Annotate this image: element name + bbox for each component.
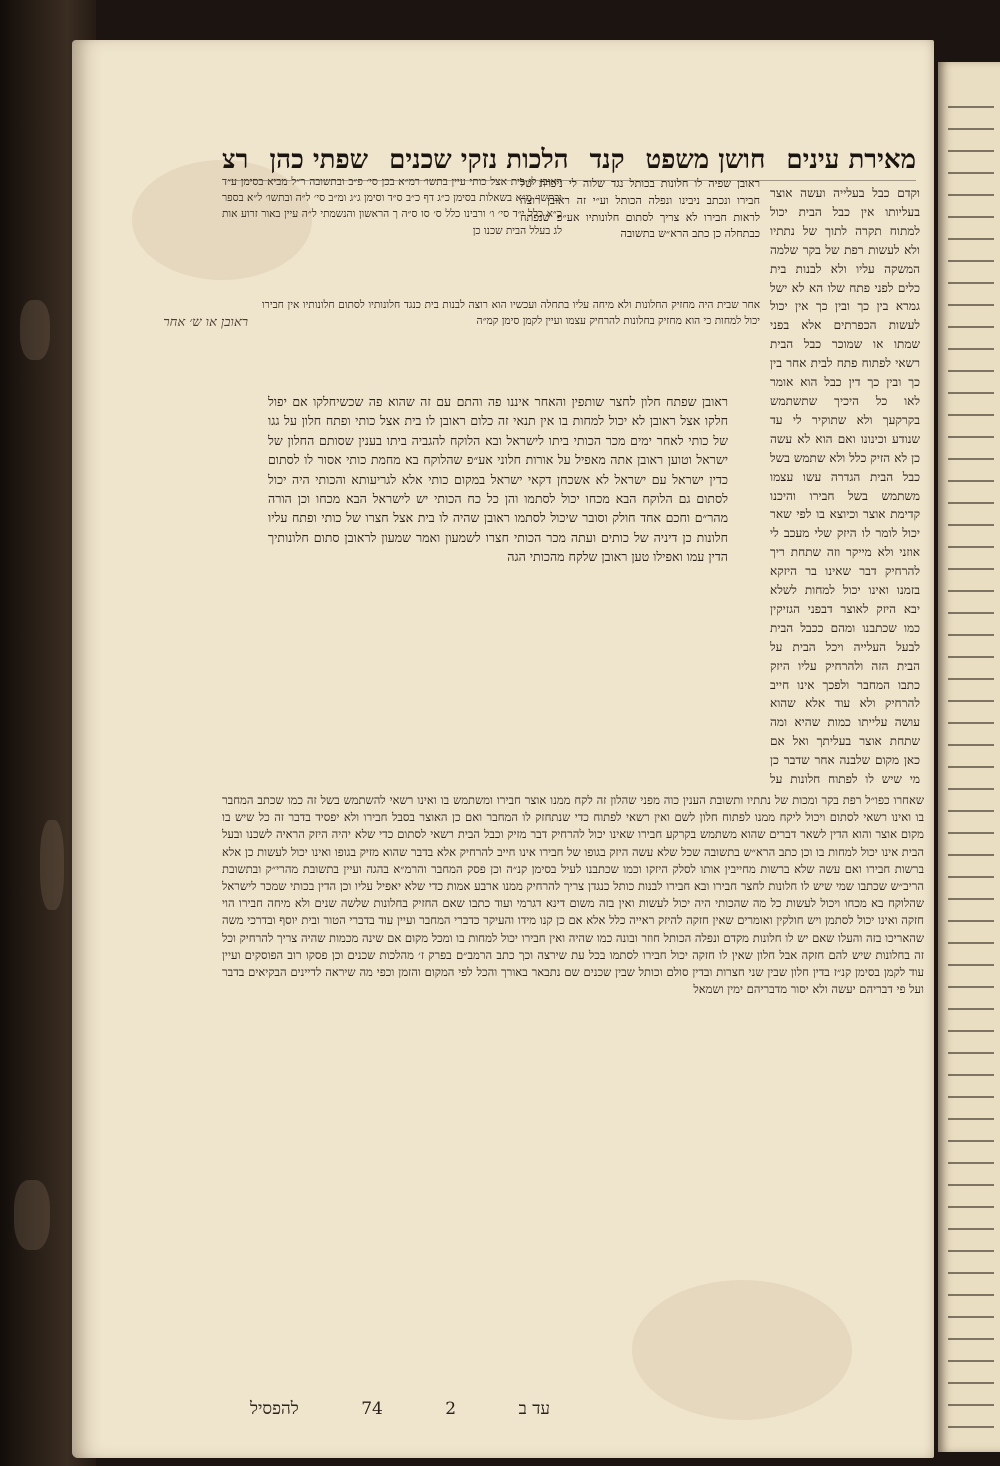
header-title-2: חושן משפט — [645, 145, 766, 175]
commentary-lower: אחר שבית היה מחזיק החלונות ולא מיחה עליו בתחלה ועכשיו הוא רוצה לבנות בית כנגד חלונותיו לסתום חלונותיו אין חבירו יכול למחות כי הוא מחזיק בחלונות להרחיק עצמו ועיין לקמן סימן קמ״ה — [262, 299, 760, 327]
facing-page-edge — [938, 62, 1000, 1452]
commentary-bottom: שאחרו כפו״ל רפת בקר ומכות של נתתיו ותשובת הענין כוה מפני שהלון זה לקח ממנו אוצר חבירו ומשתמש בו ואינו רשאי להשתמש בשל זה כמו שכתב המחבר בו ואינו רשאי לסתום ויכול ליקח ממנו לפתוח חלון לשם ואין רשאי לפתוח כדי שנתחזק לו המחבר ואם כן האוצר בסבל חבירו ולא יפסיד בדבר זה כל שיש בו מקום אוצר והוא הדין לשאר דברים שהוא משתמש בקרקע חבירו שאינו יכול להרחיק דבר מזיק וכבל הבית רשאי לסתום כדי שלא יהיה היזק הראיה לשכנו ובעל הבית אינו יכול למחות בו וכן כתב הרא״ש בתשובה שכל שלא עשה היזק בגופו של חבירו אינו חייב להרחיק אלא בדבר שהוא מזיק בגופו ואינו יכול לעשות כן אלא ברשות חבירו ואם עשה שלא ברשות מחייבין אותו לסלק היזקו וכמו שכתבנו לעיל בסימן קנ״ה וכן פסק המחבר והרמ״א בהגה ועיין בתשובת מהרי״ק ובתשובת הריב״ש שכתבו שמי שיש לו חלונות לחצר חבירו ובא חבירו לבנות כותל כנגדן צריך להרחיק ממנו ארבע אמות כדי שלא יאפיל עליו וכן הדין בכותי שמכר לישראל שהלוקח בא מכחו ויכול לעשות כל מה שהכותי היה יכול לעשות ואין בזה משום דינא דגרמי ועוד כתבו שאם החזיק בחלונות שלשה שנים ולא מיחה חבירו הוי חזקה ואינו יכול לסתמן ויש חולקין ואומרים שאין חזקה להיזק ראייה כלל אלא אם כן קנו מידו והעיקר כדברי המחבר ועיין עוד בדברי הטור ובית יוסף ובדרכי משה שהאריכו בזה והעלו שאם יש לו חלונות מקדם ונפלה הכותל חוזר ובונה כמו שהיה ואין חבירו יכול למחות בו ומכל מקום אם שינה מכמות שהיה צריך להרחיק וכל זה בחלונות שיש להם חזקה אבל חלון שאין לו חזקה יכול חבירו לסתמו בכל עת שירצה וכך כתב הרמב״ם בפרק ז׳ מהלכות שכנים וכן פסקו רוב הפוסקים ועיין עוד לקמן בסימן קנ״ז בדין חלון שבין שני חצרות ובדין סולם וכותל שבין שכנים שם נתבאר באורך והכל לפי המקום והזמן וכפי מה שיראה לדיינים הבקיאים בדבר ועל פי דבריהם יעשה ולא יסור מדבריהם ימין ושמאל — [222, 793, 924, 997]
commentary-shakh-top: ראובן לו בית אצל כותי עיין בתשו׳ רמ״א בכן סי׳ פ״ב ובתשובה ר״ל מביא בסימן ע״ד ובתשו׳ מ״א בשאלות בסימן כ״ג דף כ״ב ס״ד וסימן ג״ג ומ״ב סי׳ ל״ה ובתשו׳ ל״א בספר כ״א כלל י״ד סי׳ ו׳ ורבינו כלל ס׳ סו ס״ה ך הראשון והנשמתי ל״ה עיין באור זרוע אות לג בעלל הבית שכנו כן — [222, 176, 562, 237]
footer-catchword: להפסיל — [250, 1399, 299, 1419]
footer-folio: עד ב — [518, 1399, 550, 1419]
footer-mark: 2 — [445, 1399, 457, 1419]
header-title-1: מאירת עינים — [786, 145, 916, 175]
header-page-word: רצ — [222, 145, 249, 175]
footer-number: 74 — [361, 1399, 383, 1419]
header-title-4: הלכות נזקי שכנים — [389, 145, 569, 175]
main-text-middle: ראובן שפתח חלון לחצר שותפין והאחר איננו פה והתם עם זה שהוא פה שכשיחלקו אם יפול חלקו אצל ראובן לא יכול למחות בו אין תנאי זה כלום ראובן לו בית אצל כותי ופתח חלון על גגו של כותי לאחר ימים מכר הכותי ביתו לישראל ובא הלוקח להגביה ביתו בענין שסותם החלון של ישראל וטוען ראובן אתה מאפיל על אורות חלוני אע״פ שהלוקח בא מחמת כותי אסור לו לסתום כדין ישראל עם ישראל לא אשכחן דקאי ישראל במקום כותי אלא לגריעותא והכותי היה יכול לסתום גם הלוקח הבא מכחו יכול לסתמו והן כל כח הכותי יש לישראל הבא מכחו וכן הורה מהר״ם וחכם אחד חולק וסובר שיכול לסתמו ראובן שהיה לו בית אצל חצרו של כותי ופתח עליו חלונות כן דיניה של כותים ועתה מכר הכותי חצרו לשמעון ואמר שמעון לראובן סתום חלונותיך הדין עמו ואפילו טען ראובן שלקח מהכותי הגה — [268, 394, 728, 565]
header-title-5: שפתי כהן — [269, 145, 369, 175]
main-text-column: וקדם כבל בעלייה ועשה אוצר בעליותו אין כבל הבית יכול למתוח תקרה לתוך של נתתיו ולא לעשות רפת של בקר שלמה המשקה עליו ולא לבנות בית כלים לפני פתח שלו הא לא ישל גמרא בין כך ובין כך אין יכול לעשות הכפרתים אלא בפני שמתו או שמוכר כבל הבית רשאי לפתוח פתח לבית אחר בין כך ובין כך דין כבל הוא אומר לאו כל היכיך שתשתמש בקרקעך ולא שתוקיר לי עד שנודע וכינונו ואם הוא לא עשה כן לא הזיק כלל ולא שתמש בשל כבל הבית הגדרה עשו עצמו משתמש בשל חבירו והיכנו קדימת אוצר וכיוצא בו לפי שאר יכול לומר לו היזק שלי מעכב לי אוזני ולא מייקר וזה שתחת ריך להרחיק דבר שאינו בר היזקא בזמנו ואינו יכול למחות לשלא יבא היזק לאוצר דבפני הגזיקין כמו שכתבנו ומהם ככבל הבית לבעל העלייה ויכל הבית על הבית הזה ולהרחיק עליו היזק כתבו המחבר ולפכך אינו חייב להרחיק ולא עוד אלא שהוא עושה עלייתו כמות שהיא ומה שתחת אוצר בעליתך ואל אם כאן מקום שלבנה אחר שדבר כן מי שיש לו לפתוח חלונות על — [770, 186, 920, 787]
page-footer — [250, 1394, 550, 1424]
header-title-3: קנד — [589, 145, 625, 175]
commentary-sma-top: ראובן שפיה לו חלונות בכותל נגד שלוה לי ניכרת של חבירו ונכתב ניבינו ונפלה הכותל וע״י זה ראובן רוצה לראות חבירו לא צריך לסתום חלונותיו אע״פ שנפתח כבתחלה כן כתב הרא״ש בתשובה — [520, 177, 760, 241]
handwritten-margin-note: ראובן או ש׳ אחר — [163, 315, 248, 330]
